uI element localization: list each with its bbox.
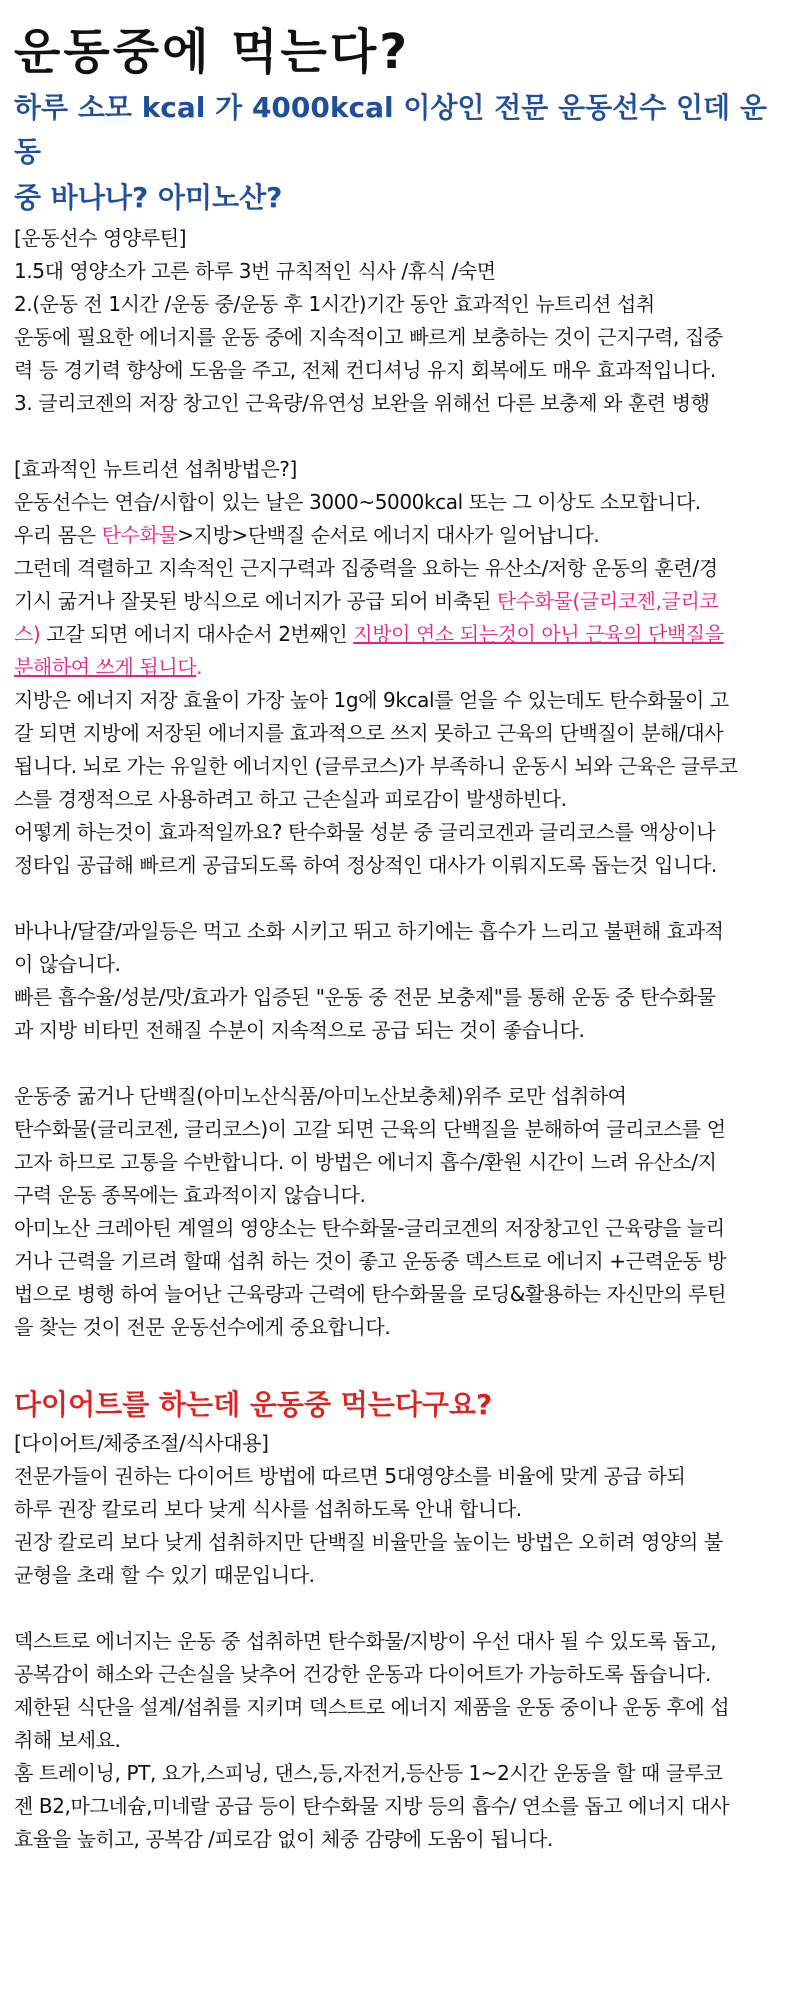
underlined-highlight-text: 지방이 연소 되는것이 아닌 근육의 단백질을 — [353, 622, 724, 646]
nutrition-line: 스를 경쟁적으로 사용하려고 하고 근손실과 피로감이 발생하빈다. — [14, 787, 567, 811]
protein-line: 운동중 굶거나 단백질(아미노산식품/아미노산보충체)위주 로만 섭취하여 — [14, 1084, 627, 1108]
banana-line: 빠른 흡수율/성분/맛/효과가 입증된 "운동 중 전문 보충제"를 통해 운동 중 탄수화물 — [14, 985, 716, 1009]
protein-line: 거나 근력을 기르려 할때 섭취 하는 것이 좋고 운동중 덱스트로 에너지 +근력운동 방 — [14, 1249, 727, 1273]
page-title: 운동중에 먹는다? — [14, 24, 411, 80]
diet-line: 제한된 식단을 설계/섭취를 지키며 덱스트로 에너지 제품을 운동 중이나 운동 후에 섭 — [14, 1695, 730, 1719]
underlined-highlight-text: 분해하여 쓰게 됩니다 — [14, 655, 197, 679]
spacer — [14, 1047, 790, 1080]
diet-line: 균형을 초래 할 수 있기 때문입니다. — [14, 1563, 315, 1587]
nutrition-line — [14, 519, 790, 552]
protein-line: 탄수화물(글리코젠, 글리코스)이 고갈 되면 근육의 단백질을 분해하여 글리코스를 얻 — [14, 1117, 726, 1141]
routine-line: 력 등 경기력 향상에 도움을 주고, 전체 컨디셔닝 유지 회복에도 매우 효과적입니다. — [14, 358, 716, 382]
nutrition-line — [14, 585, 790, 618]
routine-line: 3. 글리코젠의 저장 창고인 근육량/유연성 보완을 위해선 다른 보충제 와 훈련 병행 — [14, 391, 710, 415]
diet-line: 공복감이 해소와 근손실을 낮추어 건강한 운동과 다이어트가 가능하도록 돕습니다. — [14, 1662, 711, 1686]
nutrition-line: 갈 되면 지방에 저장된 에너지를 효과적으로 쓰지 못하고 근육의 단백질이 분해/대사 — [14, 721, 724, 745]
text-span: 우리 몸은 — [14, 523, 102, 547]
text-span: 고갈 되면 에너지 대사순서 2번째인 — [40, 622, 354, 646]
highlight-text: . — [196, 655, 203, 679]
highlight-text: 스) — [14, 622, 41, 646]
nutrition-line: 됩니다. 뇌로 가는 유일한 에너지인 (글루코스)가 부족하니 운동시 뇌와 근육은 글루코 — [14, 754, 738, 778]
banana-line: 과 지방 비타민 전해질 수분이 지속적으로 공급 되는 것이 좋습니다. — [14, 1018, 585, 1042]
nutrition-line: 운동선수는 연습/시합이 있는 날은 3000~5000kcal 또는 그 이상도 소모합니다. — [14, 490, 701, 514]
nutrition-line: 어떻게 하는것이 효과적일까요? 탄수화물 성분 중 글리코겐과 글리코스를 액상이나 — [14, 820, 716, 844]
protein-line: 구력 운동 종목에는 효과적이지 않습니다. — [14, 1183, 366, 1207]
protein-line: 을 찾는 것이 전문 운동선수에게 중요합니다. — [14, 1315, 391, 1339]
nutrition-line — [14, 651, 790, 684]
subtitle-line: 하루 소모 kcal 가 4000kcal 이상인 전문 운동선수 인데 운동 — [14, 91, 767, 168]
banana-line: 이 않습니다. — [14, 952, 121, 976]
diet-subheading: [다이어트/체중조절/식사대용] — [14, 1431, 269, 1455]
text-span: 기시 굶거나 잘못된 방식으로 에너지가 공급 되어 비축된 — [14, 589, 497, 613]
highlight-text: 탄수화물(글리코젠,글리코 — [496, 589, 719, 613]
spacer — [14, 882, 790, 915]
routine-line: 1.5대 영양소가 고른 하루 3번 규칙적인 식사 /휴식 /숙면 — [14, 259, 496, 283]
routine-line: 2.(운동 전 1시간 /운동 중/운동 후 1시간)기간 동안 효과적인 뉴트리션 섭취 — [14, 292, 655, 316]
routine-section — [14, 222, 790, 420]
diet-line: 전문가들이 권하는 다이어트 방법에 따르면 5대영양소를 비율에 맞게 공급 하되 — [14, 1464, 686, 1488]
diet-heading: 다이어트를 하는데 운동중 먹는다구요? — [14, 1388, 493, 1421]
routine-heading: [운동선수 영양루틴] — [14, 226, 187, 250]
nutrition-section — [14, 453, 790, 882]
protein-line: 고자 하므로 고통을 수반합니다. 이 방법은 에너지 흡수/환원 시간이 느려 유산소/지 — [14, 1150, 717, 1174]
banana-section — [14, 915, 790, 1047]
spacer — [14, 420, 790, 453]
diet-section — [14, 1383, 790, 1856]
diet-line: 하루 권장 칼로리 보다 낮게 식사를 섭취하도록 안내 합니다. — [14, 1497, 522, 1521]
highlight-text: 탄수화물 — [101, 523, 178, 547]
diet-line: 권장 칼로리 보다 낮게 섭취하지만 단백질 비율만을 높이는 방법은 오히려 영양의 불 — [14, 1530, 723, 1554]
routine-line: 운동에 필요한 에너지를 운동 중에 지속적이고 빠르게 보충하는 것이 근지구력, 집중 — [14, 325, 723, 349]
diet-line: 취해 보세요. — [14, 1728, 121, 1752]
spacer — [14, 1344, 790, 1377]
diet-line: 덱스트로 에너지는 운동 중 섭취하면 탄수화물/지방이 우선 대사 될 수 있도록 돕고, — [14, 1629, 717, 1653]
protein-section — [14, 1080, 790, 1344]
nutrition-line: 그런데 격렬하고 지속적인 근지구력과 집중력을 요하는 유산소/저항 운동의 훈련/경 — [14, 556, 718, 580]
subtitle — [14, 86, 790, 220]
spacer — [14, 1592, 790, 1625]
nutrition-heading: [효과적인 뉴트리션 섭취방법은?] — [14, 457, 297, 481]
diet-line: 효율을 높히고, 공복감 /피로감 없이 체중 감량에 도움이 됩니다. — [14, 1827, 553, 1851]
diet-line: 젠 B2,마그네슘,미네랄 공급 등이 탄수화물 지방 등의 흡수/ 연소를 돕고 에너지 대사 — [14, 1794, 729, 1818]
text-span: >지방>단백질 순서로 에너지 대사가 일어납니다. — [177, 523, 600, 547]
nutrition-line: 지방은 에너지 저장 효율이 가장 높아 1g에 9kcal를 얻을 수 있는데도 탄수화물이 고 — [14, 688, 729, 712]
banana-line: 바나나/달걀/과일등은 먹고 소화 시키고 뛰고 하기에는 흡수가 느리고 불편해 효과적 — [14, 919, 724, 943]
diet-line: 홈 트레이닝, PT, 요가,스피닝, 댄스,등,자전거,등산등 1~2시간 운동을 할 때 글루코 — [14, 1761, 723, 1785]
subtitle-line: 중 바나나? 아미노산? — [14, 181, 283, 214]
protein-line: 아미노산 크레아틴 계열의 영양소는 탄수화물-글리코겐의 저장창고인 근육량을 늘리 — [14, 1216, 725, 1240]
protein-line: 법으로 병행 하여 늘어난 근육량과 근력에 탄수화물을 로딩&활용하는 자신만의 루틴 — [14, 1282, 727, 1306]
nutrition-line: 정타입 공급해 빠르게 공급되도록 하여 정상적인 대사가 이뤄지도록 돕는것 입니다. — [14, 853, 717, 877]
nutrition-line — [14, 618, 790, 651]
